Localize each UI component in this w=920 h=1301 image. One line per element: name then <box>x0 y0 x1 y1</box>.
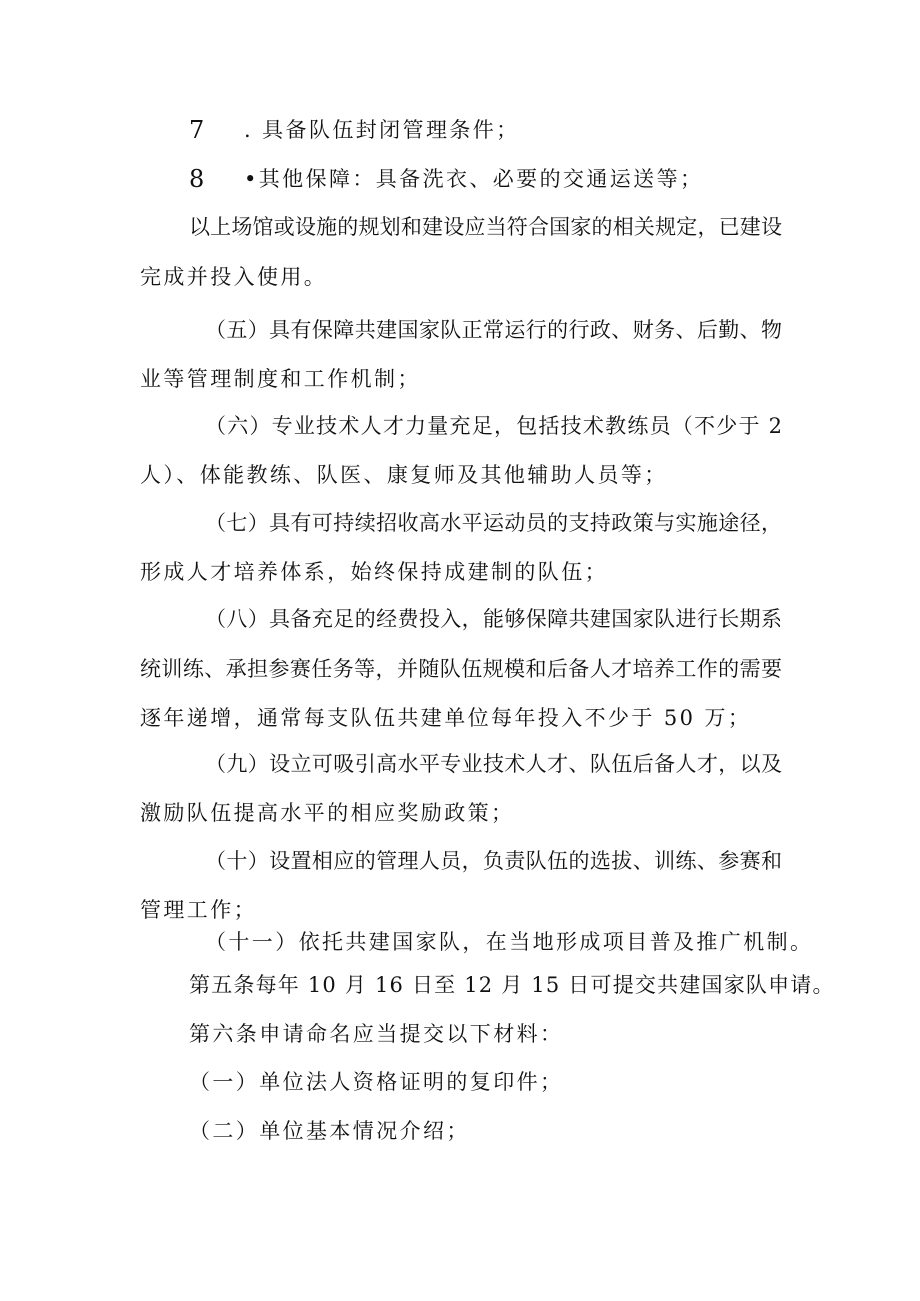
paragraph-line: 统训练、承担参赛任务等，并随队伍规模和后备人才培养工作的需要 <box>140 657 782 681</box>
material-item: （二）单位基本情况介绍； <box>189 1119 470 1143</box>
paragraph-line: 管理工作； <box>140 898 257 922</box>
paragraph-line: 形成人才培养体系，始终保持成建制的队伍； <box>140 560 608 584</box>
list-item-text: •其他保障：具备洗衣、必要的交通运送等； <box>244 167 704 191</box>
paragraph-line: （十一）依托共建国家队，在当地形成项目普及推广机制。 <box>205 930 814 954</box>
paragraph-line: （八）具备充足的经费投入，能够保障共建国家队进行长期系 <box>205 607 782 631</box>
paragraph-line: 完成并投入使用。 <box>140 265 328 289</box>
list-number: 7 <box>189 116 205 144</box>
paragraph-line: 以上场馆或设施的规划和建设应当符合国家的相关规定，已建设 <box>189 215 782 239</box>
list-item-text: . 具备队伍封闭管理条件； <box>244 118 520 142</box>
paragraph-line: （五）具有保障共建国家队正常运行的行政、财务、后勤、物 <box>205 318 782 342</box>
paragraph-line: 激励队伍提高水平的相应奖励政策； <box>140 801 515 825</box>
paragraph-line: 人）、体能教练、队医、康复师及其他辅助人员等； <box>140 463 668 487</box>
paragraph-line: 业等管理制度和工作机制； <box>140 367 421 391</box>
material-item: （一）单位法人资格证明的复印件； <box>189 1070 564 1094</box>
paragraph-line: （六）专业技术人才力量充足，包括技术教练员（不少于 2 <box>205 414 782 438</box>
article-line: 第五条每年 10 月 16 日至 12 月 15 日可提交共建国家队申请。 <box>189 973 835 997</box>
list-number: 8 <box>189 165 205 193</box>
paragraph-line: 逐年递增，通常每支队伍共建单位每年投入不少于 50 万； <box>140 706 752 730</box>
paragraph-line: （七）具有可持续招收高水平运动员的支持政策与实施途径， <box>205 511 782 535</box>
article-line: 第六条申请命名应当提交以下材料： <box>189 1022 564 1046</box>
paragraph-line: （九）设立可吸引高水平专业技术人才、队伍后备人才，以及 <box>205 752 782 776</box>
paragraph-line: （十）设置相应的管理人员，负责队伍的选拔、训练、参赛和 <box>205 849 782 873</box>
